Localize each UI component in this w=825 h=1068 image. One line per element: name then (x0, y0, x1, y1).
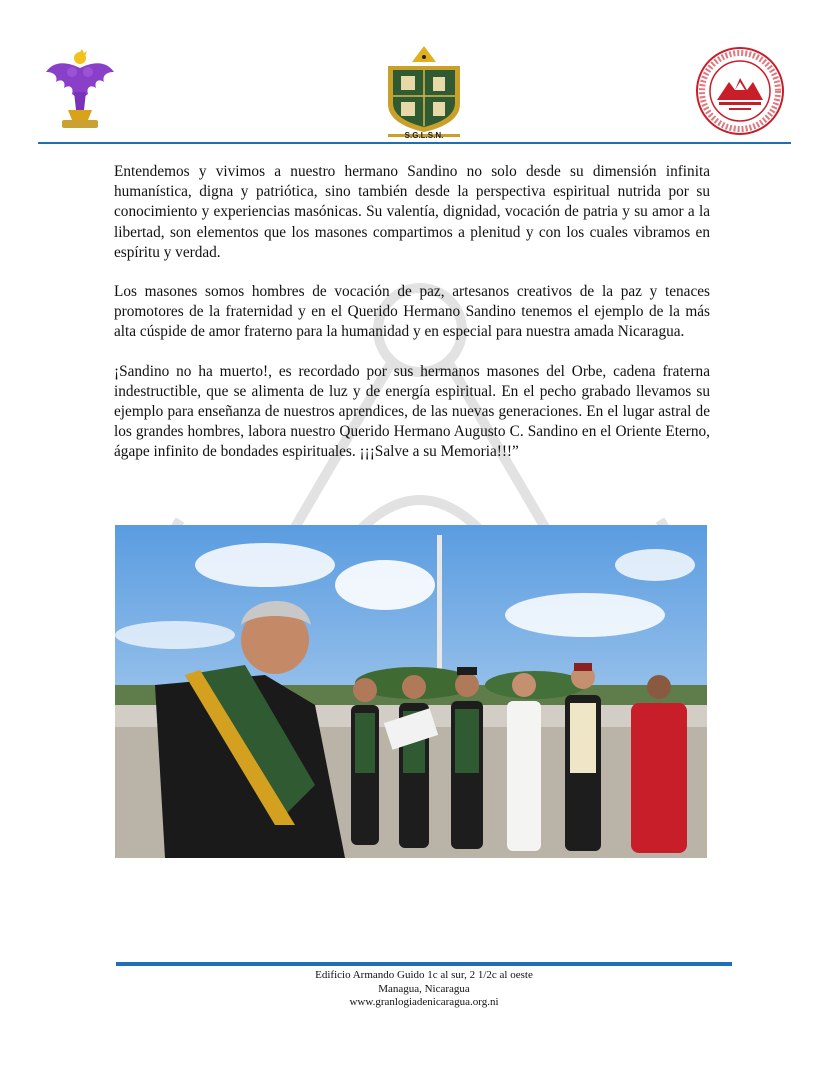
footer-website: www.granlogiadenicaragua.org.ni (349, 996, 499, 1008)
paragraph-1: Entendemos y vivimos a nuestro hermano Sandino no solo desde su dimensión infinita humanística, digna y patriótica, sino también desde la perspectiva espiritual nutrida por su conocimiento y experiencias masónicas. Su valentía, dignidad, vocación de patria y su amor a la libertad, son elementos que los masones compartimos a plenitud y con los cuales vibramos en espíritu y verdad. (114, 163, 710, 261)
footer-address: Edificio Armando Guido 1c al sur, 2 1/2c al oeste (315, 969, 533, 981)
paragraph-3: ¡Sandino no ha muerto!, es recordado por sus hermanos masones del Orbe, cadena fraterna indestructible, que se alimenta de luz y de energía espiritual. En el pecho grabado llevamos su ejemplo para enseñanza de nuestros aprendices, de las nuevas generaciones. En el lugar astral de los grandes hombres, labora nuestro Querido Hermano Augusto C. Sandino en el Oriente Eterno, ágape infinito de bondades espirituales. ¡¡¡Salve a su Memoria!!!” (114, 362, 710, 461)
paragraph-2: Los masones somos hombres de vocación de paz, artesanos creativos de la paz y tenaces promotores de la fraternidad y en el Querido Hermano Sandino tenemos el ejemplo de la más alta cúspide de amor fraterno para la humanidad y en especial para nuestra amada Nicaragua. (114, 283, 710, 341)
header-divider (38, 142, 791, 144)
lodge-shield-crest-icon (386, 44, 462, 142)
crest-caption: S.G.L.S.N. (404, 131, 444, 140)
page-header (0, 0, 825, 150)
double-headed-eagle-icon (44, 48, 116, 132)
letter-body (114, 162, 710, 482)
footer-divider (116, 962, 732, 966)
red-circular-seal-icon (695, 46, 785, 136)
footer-city: Managua, Nicaragua (378, 982, 470, 995)
ceremony-photo-icon (115, 525, 707, 858)
page-footer (116, 969, 732, 1010)
